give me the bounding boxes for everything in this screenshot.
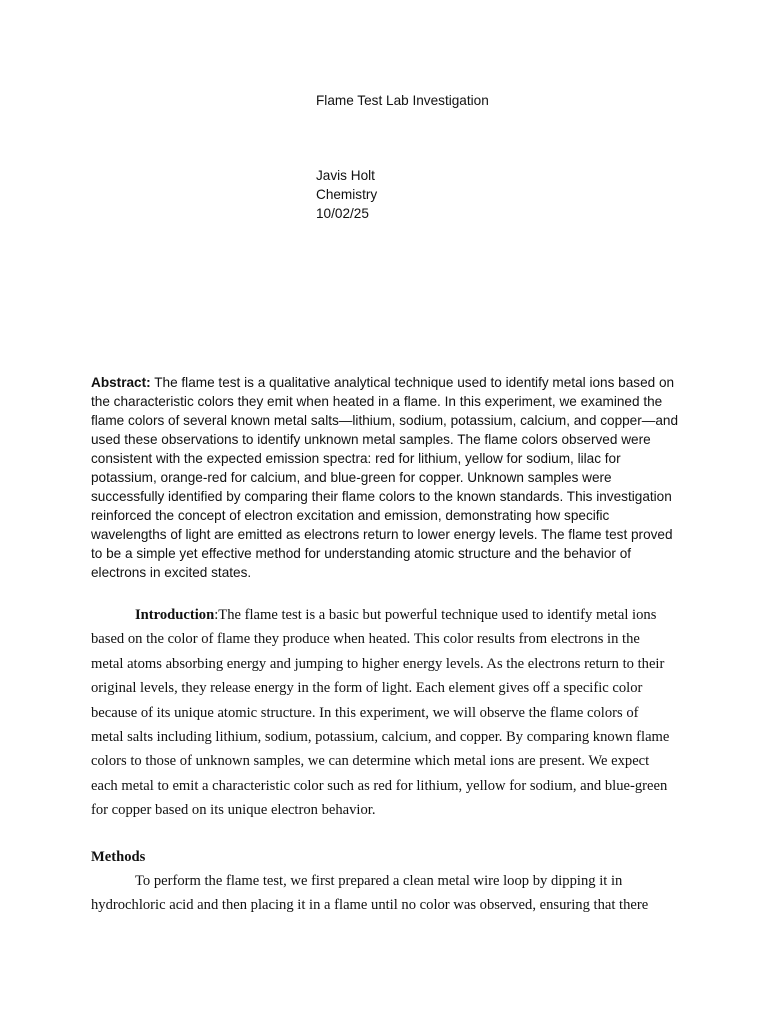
author-name: Javis Holt bbox=[316, 168, 375, 183]
abstract-paragraph bbox=[91, 373, 683, 582]
introduction-paragraph bbox=[91, 603, 671, 823]
introduction-text: :The flame test is a basic but powerful technique used to identify metal ions based on the color of flame they produce when heated. This color results from electrons in the metal atoms absorbing energy and jumping to higher energy levels. As the electrons return to their original levels, they release energy in the form of light. Each element gives off a specific color because of its unique atomic structure. In this experiment, we will observe the flame colors of metal salts including lithium, sodium, potassium, calcium, and copper. By comparing known flame colors to those of unknown samples, we can determine which metal ions are present. We expect each metal to emit a characteristic color such as red for lithium, yellow for sodium, and blue-green for copper based on its unique electron behavior. bbox=[91, 607, 670, 819]
methods-line: To perform the flame test, we first prepared a clean metal wire loop by dipping it in bbox=[135, 873, 623, 889]
document-date: 10/02/25 bbox=[316, 206, 369, 221]
methods-heading: Methods bbox=[91, 849, 146, 865]
abstract-label: Abstract: bbox=[91, 375, 151, 390]
abstract-text: The flame test is a qualitative analytical technique used to identify metal ions based on the characteristic colors they emit when heated in a flame. In this experiment, we examined the flame colors of several known metal salts—lithium, sodium, potassium, calcium, and copper—and used these observations to identify unknown metal samples. The flame colors observed were consistent with the expected emission spectra: red for lithium, yellow for sodium, lilac for potassium, orange-red for calcium, and blue-green for copper. Unknown samples were successfully identified by comparing their flame colors to the known standards. This investigation reinforced the concept of electron excitation and emission, demonstrating how specific wavelengths of light are emitted as electrons return to lower energy levels. The flame test proved to be a simple yet effective method for understanding atomic structure and the behavior of electrons in excited states. bbox=[91, 375, 679, 580]
author-block bbox=[316, 166, 377, 223]
document-title: Flame Test Lab Investigation bbox=[316, 93, 489, 108]
methods-line: hydrochloric acid and then placing it in a flame until no color was observed, ensuring that there bbox=[91, 897, 649, 914]
introduction-label: Introduction bbox=[135, 607, 215, 623]
methods-paragraph bbox=[91, 869, 671, 918]
subject-name: Chemistry bbox=[316, 187, 378, 202]
